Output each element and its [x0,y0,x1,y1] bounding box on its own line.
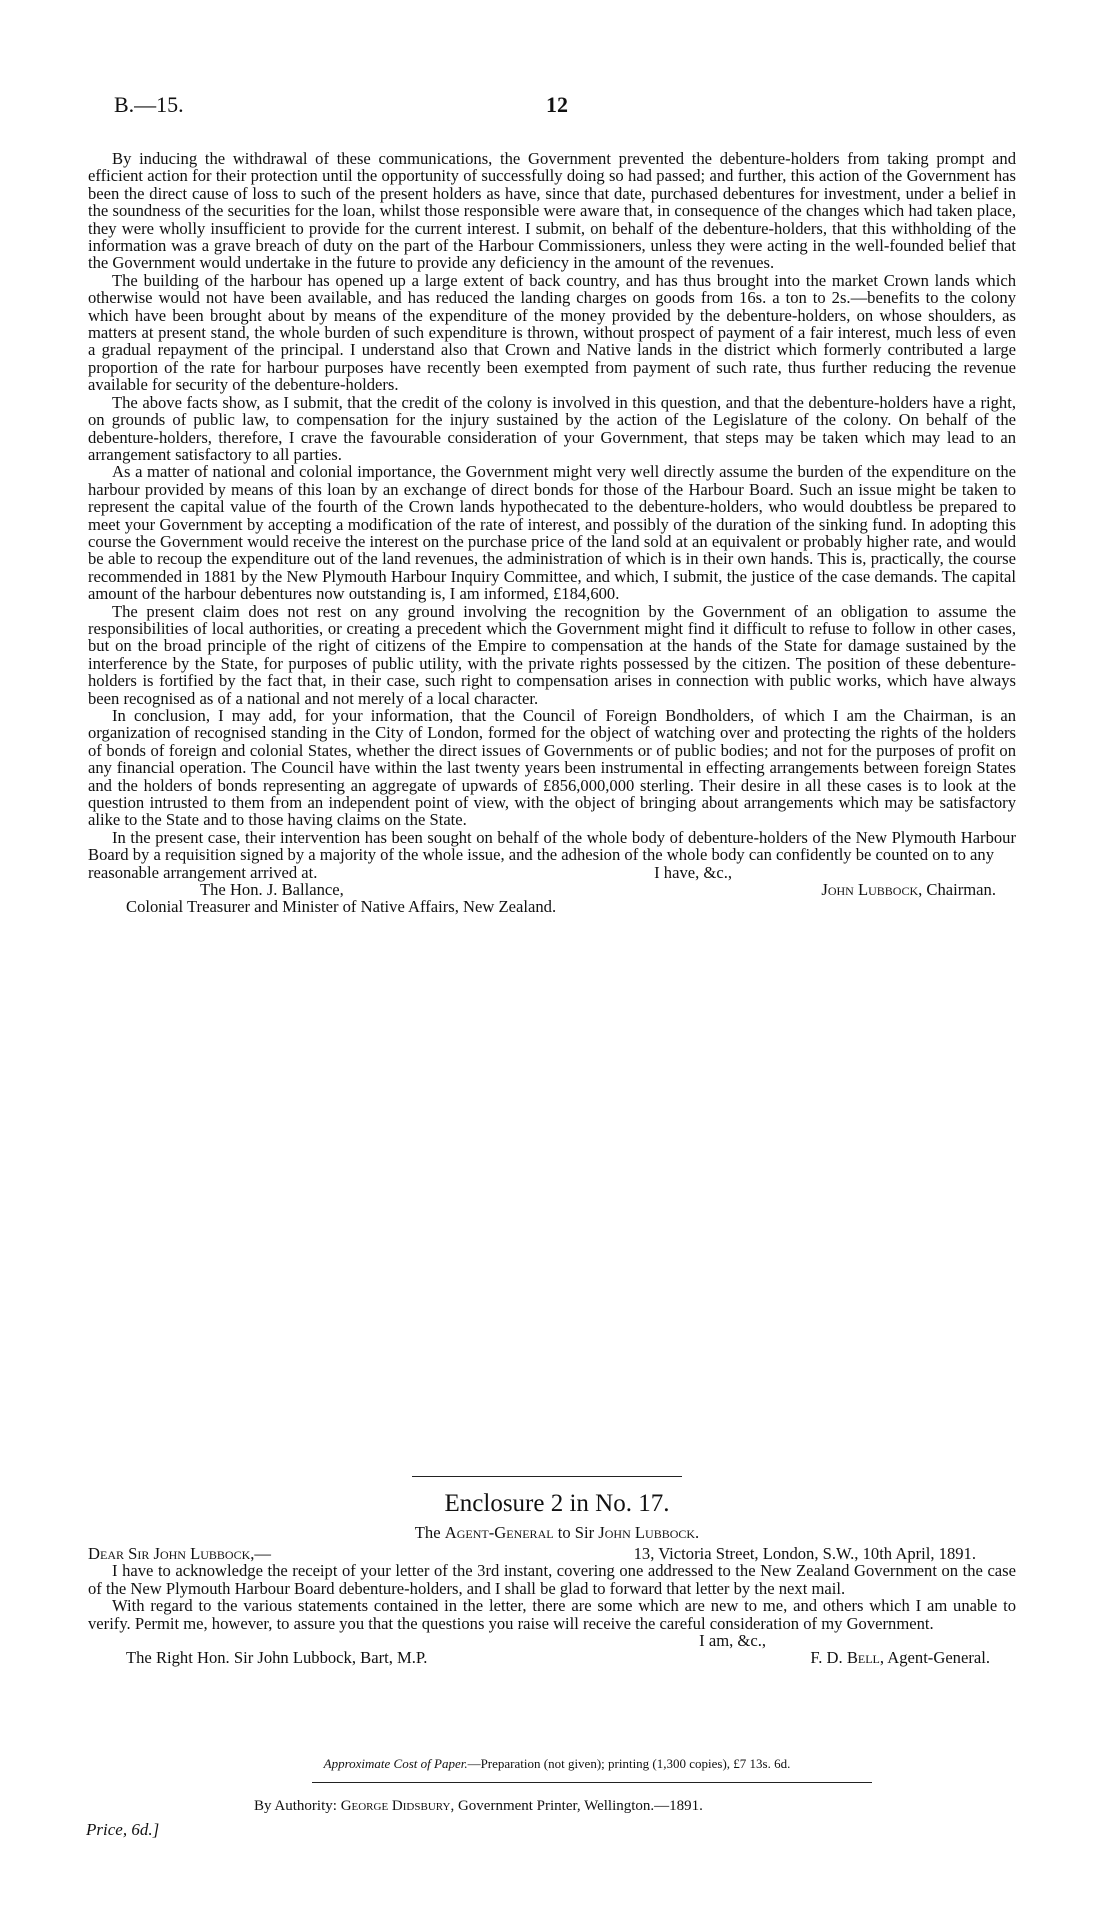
signature-row [88,881,1016,898]
price-label: Price, 6d.] [86,1820,160,1839]
document-reference: B.—15. [114,92,184,117]
addressee: The Hon. J. Ballance, [200,880,344,900]
addressee-title: Colonial Treasurer and Minister of Native Affairs, New Zealand. [126,897,557,917]
paragraph: By inducing the withdrawal of these communications, the Government prevented the debenture-holders from taking prompt and efficient action for their protection until the opportunity of successfully doing so had passed; and further, this action of the Government has been the direct cause of loss to such of the present holders as have, since that date, purchased debentures for investment, under a belief in the soundness of the securities for the loan, whilst those responsible were aware that, in consequence of the changes which had taken place, they were wholly insufficient to provide for the current interest. I submit, on behalf of the debenture-holders, that this withholding of the information was a grave breach of duty on the part of the Harbour Commissioners, unless they were acting in the well-founded belief that the Government would undertake in the future to provide any deficiency in the amount of the revenues. [88,149,1016,273]
closing-have: I have, &c., [654,862,732,882]
paragraph: In the present case, their intervention has been sought on behalf of the whole body of debenture-holders of the New Plymouth Harbour Board by a requisition signed by a majority of the whole issue, and the adhesion of the whole body can confidently be counted on to any [88,827,1016,865]
addressee: The Right Hon. Sir John Lubbock, Bart, M.P. [126,1648,428,1668]
footer-divider [312,1782,872,1783]
paragraph: I have to acknowledge the receipt of your letter of the 3rd instant, covering one addressed to the New Zealand Government on the case of the New Plymouth Harbour Board debenture-holders, and I shall be glad to forward that letter by the next mail. [88,1561,1016,1598]
closing-iam: I am, &c., [699,1631,766,1651]
signature: F. D. Bell, Agent-General. [810,1648,990,1668]
page-number: 12 [546,92,568,117]
printer-authority: By Authority: George Didsbury, Government Printer, Wellington.—1891. [254,1798,703,1814]
paragraph: The building of the harbour has opened up a large extent of back country, and has thus brought into the market Crown lands which otherwise would not have been available, and has reduced the landing charges on goods from 16s. a ton to 2s.—benefits to the colony which have been brought about by means of the expenditure of the money provided by the debenture-holders, on whose shoulders, as matters at present stand, the whole burden of such expenditure is thrown, without prospect of payment of a fair interest, much less of even a gradual repayment of the principal. I understand also that Crown and Native lands in the district which formerly contributed a large proportion of the rate for harbour purposes have recently been exempted from payment of such rate, thus further reducing the revenue available for security of the debenture-holders. [88,270,1016,395]
paragraph: With regard to the various statements contained in the letter, there are some which are new to me, and others which I am unable to verify. Permit me, however, to assure you that the questions you raise will receive the careful consideration of my Government. [88,1596,1016,1633]
paragraph: The present claim does not rest on any ground involving the recognition by the Government of an obligation to assume the responsibilities of local authorities, or creating a precedent which the Government might find it difficult to refuse to follow in other cases, but on the broad principle of the right of citizens of the Empire to compensation at the hands of the State for damage sustained by the interference by the State, for purposes of public utility, with the private rights possessed by the citizen. The position of these debenture-holders is fortified by the fact that, in their case, such right to compensation arises in connection with public works, which have always been recognised as of a national and not merely of a local character. [88,601,1016,708]
section-divider [412,1476,682,1477]
letter-body [88,150,1016,916]
enclosure-subtitle: The Agent-General to Sir John Lubbock. [414,1523,700,1542]
salutation-row [88,1545,1016,1562]
enclosure-title: Enclosure 2 in No. 17. [444,1490,670,1517]
signature-row [88,1649,1016,1666]
sender-address: 13, Victoria Street, London, S.W., 10th April, 1891. [633,1544,976,1563]
paragraph: In conclusion, I may add, for your information, that the Council of Foreign Bondholders, of which I am the Chairman, is an organization of recognised standing in the City of London, formed for the object of watching over and protecting the rights of the holders of bonds of foreign and colonial States, whether the direct issues of Governments or of public bodies; and not for the purposes of profit on any financial operation. The Council have within the last twenty years been instrumental in effecting arrangements between foreign States and the holders of bonds representing an aggregate of upwards of £856,000,000 sterling. Their desire in all these cases is to look at the question intrusted to them from an independent point of view, with the object of bringing about arrangements which may be satisfactory alike to the State and to those having claims on the State. [88,706,1016,830]
closing-last-line: reasonable arrangement arrived at. [88,862,318,882]
paragraph: As a matter of national and colonial importance, the Government might very well directly assume the burden of the expenditure on the harbour provided by means of this loan by an exchange of direct bonds for those of the Harbour Board. Such an issue might be taken to represent the capital value of the fourth of the Crown lands hypothecated to the debenture-holders, who would doubtless be prepared to meet your Government by accepting a modification of the rate of interest, and possibly of the duration of the sinking fund. In adopting this course the Government would receive the interest on the purchase price of the land sold at an equivalent or probably higher rate, and would be able to recoup the expenditure out of the land revenues, the administration of which is in their own hands. This is, practically, the course recommended in 1881 by the New Plymouth Harbour Inquiry Committee, and which, I submit, the justice of the case demands. The capital amount of the harbour debentures now outstanding is, I am informed, £184,600. [88,462,1016,604]
enclosure-letter [88,1545,1016,1667]
paragraph: The above facts show, as I submit, that the credit of the colony is involved in this question, and that the debenture-holders have a right, on grounds of public law, to compensation for the injury sustained by the action of the Legislature of the colony. On behalf of the debenture-holders, therefore, I crave the favourable consideration of your Government, that steps may be taken which may lead to an arrangement satisfactory to all parties. [88,392,1016,464]
cost-note: Approximate Cost of Paper.—Preparation (not given); printing (1,300 copies), £7 13s. 6d. [323,1756,791,1771]
signature: John Lubbock, Chairman. [821,880,996,900]
salutation: Dear Sir John Lubbock,— [88,1544,272,1563]
closing-row [88,864,1016,881]
